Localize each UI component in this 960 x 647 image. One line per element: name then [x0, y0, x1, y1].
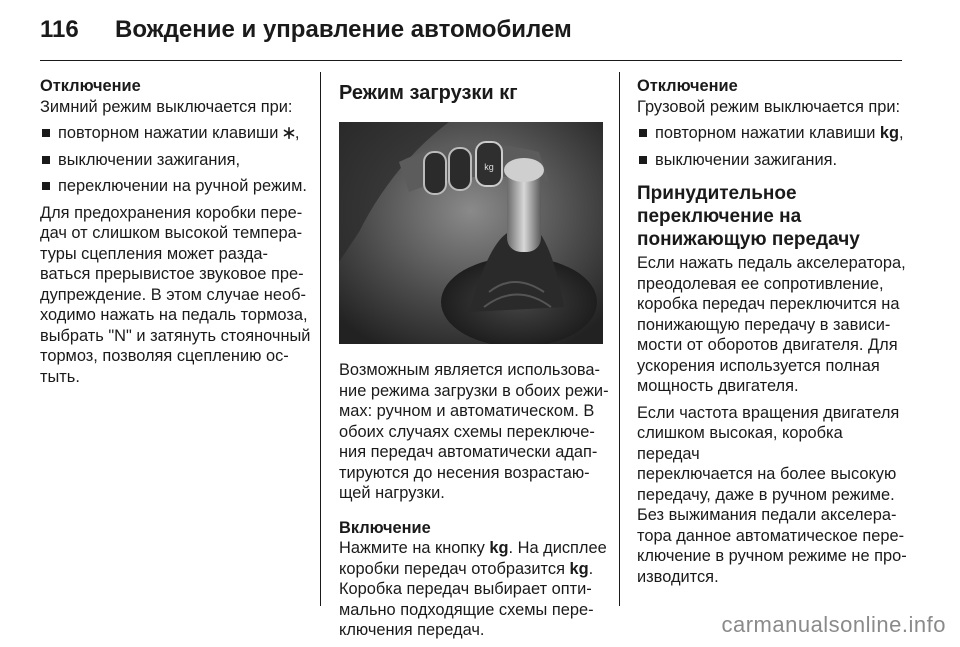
paragraph: Возможным является использова- ние режима загрузки в обоих режи- мах: ручном и автоматическом. В обоих случаях схемы переключе- ния передач автоматически адап- тируются до несения возрастаю- щей нагрузки. [339, 361, 609, 502]
section-heading: Отключение [637, 77, 738, 95]
paragraph: Для предохранения коробки пере- дач от слишком высокой темпера- туры сцепления может разда- ваться прерывистое звуковое пре- дупреждение. В этом случае необ- ходимо нажать на педаль тормоза, выбрать "N" и затянуть стояночный тормоз, позволяя сцеплению ос- тыть. [40, 203, 311, 386]
kg-label: kg [569, 559, 589, 578]
svg-text:kg: kg [484, 162, 494, 172]
list-item: переключении на ручной режим. [40, 176, 312, 197]
list-item: повторном нажатии клавиши kg, [637, 123, 909, 144]
list-item: выключении зажигания. [637, 150, 909, 171]
header-rule [40, 60, 902, 61]
section-title: Режим загрузки кг [339, 82, 518, 104]
paragraph: Если нажать педаль акселератора, преодолевая ее сопротивление, коробка передач переключится на понижающую передачу в зависи- мости от оборотов двигателя. Для ускорения используется полная мощность двигателя. [637, 254, 906, 395]
snowflake-icon [283, 127, 295, 139]
watermark: carmanualsonline.info [721, 612, 946, 637]
kg-label: kg [879, 124, 900, 142]
section-intro: Зимний режим выключается при: [40, 97, 293, 116]
list-item: выключении зажигания, [40, 150, 312, 171]
section-intro: Грузовой режим выключается при: [637, 97, 901, 116]
section-heading: Отключение [40, 77, 141, 95]
bullet-list [637, 123, 909, 170]
section-heading: Включение [339, 518, 431, 537]
kg-label: kg [489, 539, 509, 557]
column-2 [339, 76, 611, 647]
section-title: Принудительное переключение на понижающую передачу [637, 183, 860, 250]
column-3 [637, 76, 909, 593]
paragraph: Если частота вращения двигателя слишком высокая, коробка передач переключается на более высокую передачу, даже в ручном режиме. Без выжимания педали акселера- тора данное автоматическое пере- ключение в ручном режиме не про- изводится. [637, 403, 907, 586]
page-title: Вождение и управление автомобилем [115, 16, 572, 43]
page-header [40, 16, 572, 52]
column-1 [40, 76, 312, 393]
bullet-list [40, 123, 312, 197]
column-divider [619, 72, 620, 606]
gear-lever-photo [339, 122, 603, 344]
column-divider [320, 72, 321, 606]
gear-lever-illustration [339, 122, 603, 344]
page-number: 116 [40, 16, 79, 43]
list-item: повторном нажатии клавиши , [40, 123, 312, 144]
paragraph: Нажмите на кнопку kg. На дисплее коробки передач отобразится kg. Коробка передач выбирает опти- мально подходящие схемы пере- ключения передач. [339, 539, 607, 639]
